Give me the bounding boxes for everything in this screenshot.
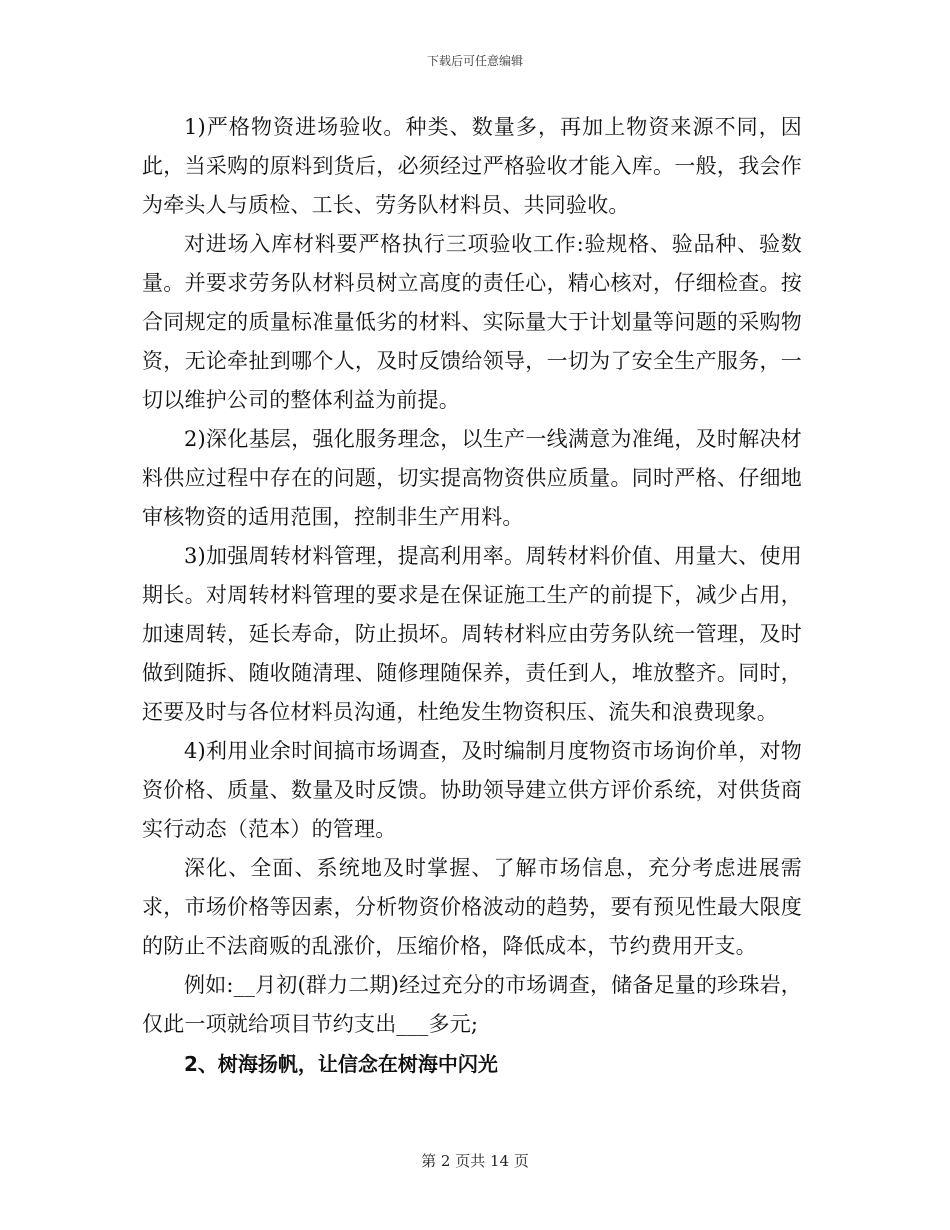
section-heading: 2、树海扬帆，让信念在树海中闪光 — [184, 1052, 498, 1076]
paragraph-example: 例如:__月初(群力二期)经过充分的市场调查，储备足量的珍珠岩，仅此一项就给项目节约支出___多元; — [142, 973, 802, 1036]
page-header: 下载后可任意编辑 — [426, 54, 523, 68]
page-footer: 第 2 页共 14 页 — [421, 1152, 529, 1170]
document-body — [142, 108, 802, 1084]
paragraph-market-info: 深化、全面、系统地及时掌握、了解市场信息，充分考虑进展需求，市场价格等因素，分析物资价格波动的趋势，要有预见性最大限度的防止不法商贩的乱涨价，压缩价格，降低成本，节约费用开支。 — [142, 856, 802, 958]
paragraph-service: 2)深化基层，强化服务理念，以生产一线满意为准绳，及时解决材料供应过程中存在的问题，切实提高物资供应质量。同时严格、仔细地审核物资的适用范围，控制非生产用料。 — [142, 427, 802, 529]
paragraph-market-survey: 4)利用业余时间搞市场调查，及时编制月度物资市场询价单，对物资价格、质量、数量及时反馈。协助领导建立供方评价系统，对供货商实行动态（范本）的管理。 — [142, 739, 802, 841]
paragraph-inspection: 对进场入库材料要严格执行三项验收工作:验规格、验品种、验数量。并要求劳务队材料员树立高度的责任心，精心核对，仔细检查。按合同规定的质量标准量低劣的材料、实际量大于计划量等问题的采购物资，无论牵扯到哪个人，及时反馈给领导，一切为了安全生产服务，一切以维护公司的整体利益为前提。 — [142, 232, 802, 412]
paragraph-turnover-materials: 3)加强周转材料管理，提高利用率。周转材料价值、用量大、使用期长。对周转材料管理的要求是在保证施工生产的前提下，减少占用，加速周转，延长寿命，防止损坏。周转材料应由劳务队统一管理，及时做到随拆、随收随清理、随修理随保养，责任到人，堆放整齐。同时，还要及时与各位材料员沟通，杜绝发生物资积压、流失和浪费现象。 — [142, 544, 802, 724]
paragraph-acceptance: 1)严格物资进场验收。种类、数量多，再加上物资来源不同，因此，当采购的原料到货后，必须经过严格验收才能入库。一般，我会作为牵头人与质检、工长、劳务队材料员、共同验收。 — [142, 115, 802, 217]
